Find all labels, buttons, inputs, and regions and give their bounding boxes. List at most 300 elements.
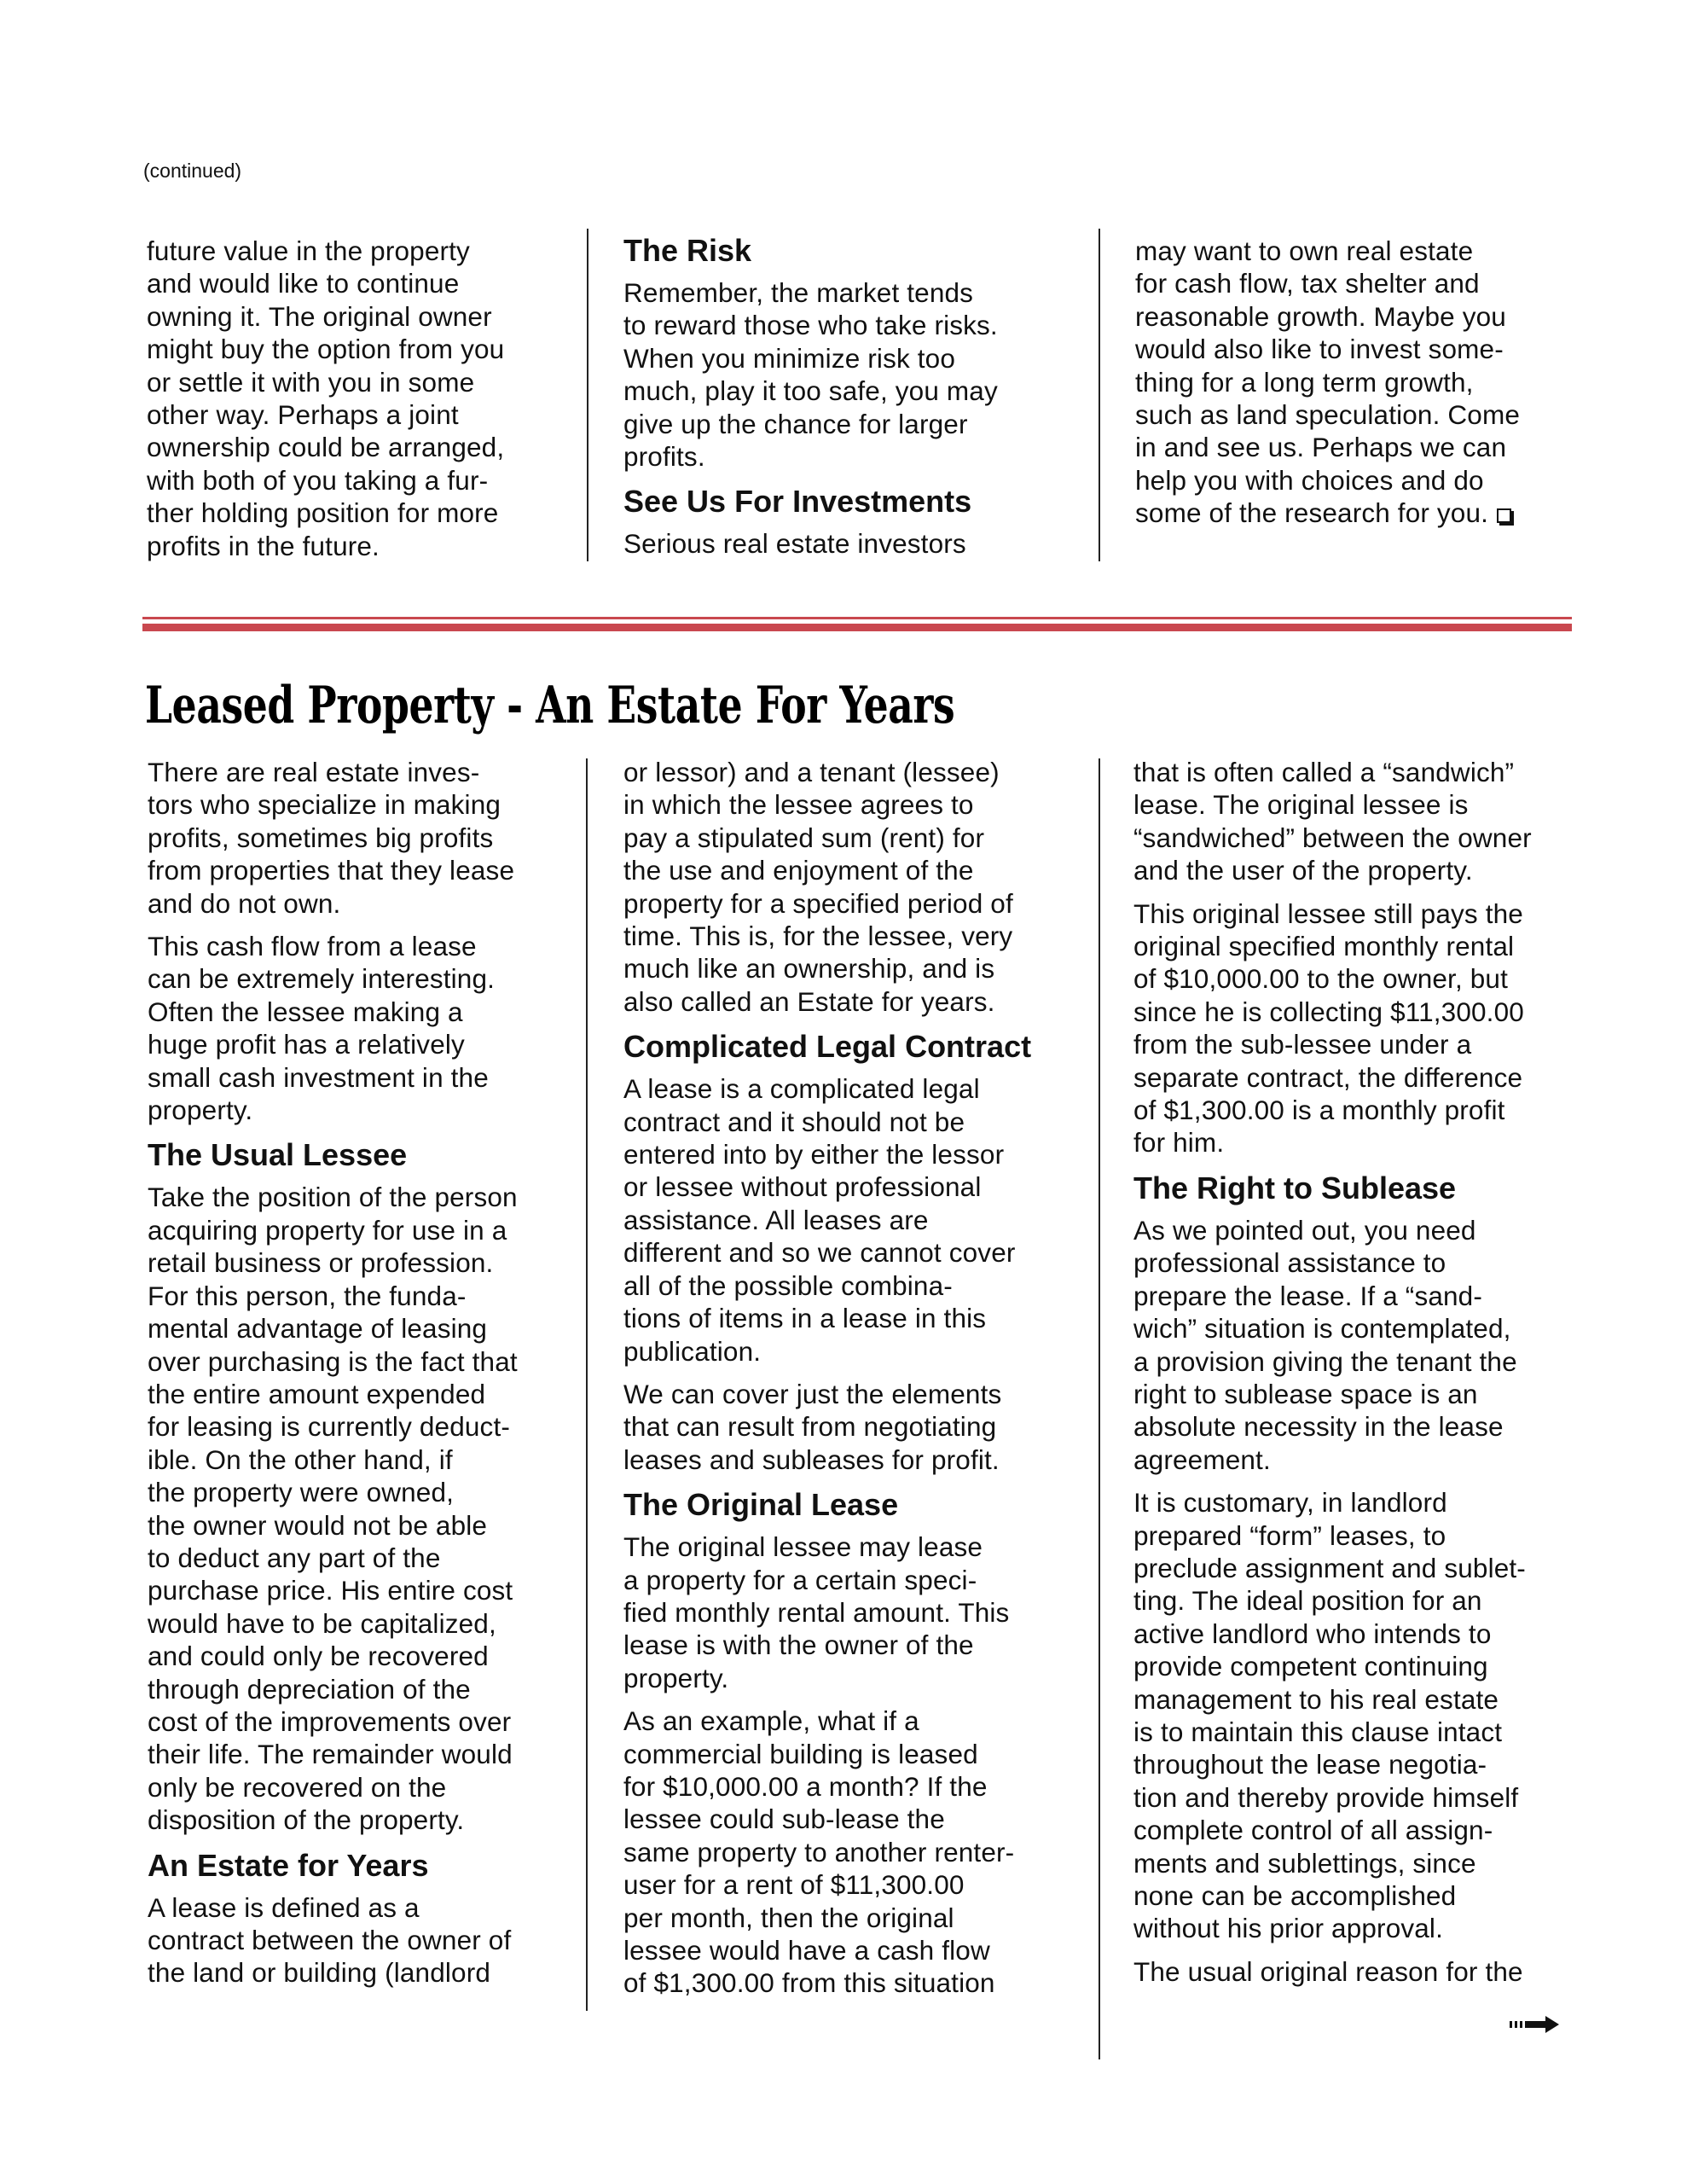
continued-label: (continued) <box>143 160 242 182</box>
text-line <box>148 1476 574 1508</box>
text-line-content: As an example, what if a <box>623 1705 919 1737</box>
text-line <box>623 1170 1084 1203</box>
text-line-content: help you with choices and do <box>1135 464 1484 496</box>
text-line-content: from the sub-lessee under a <box>1133 1029 1472 1060</box>
text-line <box>623 1934 1084 1966</box>
text-line-content: only be recovered on the <box>148 1771 447 1803</box>
text-line-content: complete control of all assign- <box>1133 1815 1493 1846</box>
text-line-content: purchase price. His entire cost <box>148 1575 513 1606</box>
text-line <box>1133 930 1594 962</box>
text-line <box>623 440 1067 473</box>
text-line-content: much, play it too safe, you may <box>623 375 998 407</box>
text-line-content: preclude assignment and sublet- <box>1133 1552 1526 1583</box>
text-line-content: different and so we cannot cover <box>623 1237 1016 1269</box>
text-line <box>1133 1028 1594 1060</box>
text-line-content: in and see us. Perhaps we can <box>1135 432 1507 463</box>
text-line-content: We can cover just the elements <box>623 1378 1002 1409</box>
paragraph <box>1133 756 1594 887</box>
text-line <box>623 985 1084 1018</box>
text-line <box>148 1640 574 1672</box>
text-line-content: through depreciation of the <box>148 1673 471 1705</box>
paragraph <box>623 276 1067 473</box>
text-line <box>1133 1214 1594 1246</box>
text-line <box>1133 1094 1594 1126</box>
text-line-content: future value in the property <box>147 235 470 266</box>
text-line-content: prepared “form” leases, to <box>1133 1519 1446 1551</box>
text-line <box>1133 756 1594 788</box>
text-line <box>148 1246 574 1279</box>
text-line-content: might buy the option from you <box>147 334 505 365</box>
text-line <box>1133 1486 1594 1519</box>
text-line <box>1133 1716 1594 1748</box>
text-line-content: or lessor) and a tenant (lessee) <box>623 757 1000 787</box>
text-line <box>623 1836 1084 1868</box>
column-divider <box>586 1158 588 2011</box>
paragraph <box>147 235 573 562</box>
paragraph <box>623 1072 1084 1368</box>
text-line-content: without his prior approval. <box>1133 1913 1443 1944</box>
text-line <box>623 527 1067 560</box>
text-line-content: acquiring property for use in a <box>148 1214 507 1246</box>
text-line-content: to deduct any part of the <box>148 1542 441 1573</box>
text-line <box>623 1236 1084 1269</box>
text-line-content: with both of you taking a fur- <box>147 464 489 496</box>
text-line <box>147 431 573 463</box>
text-line <box>147 530 573 562</box>
article-column-3 <box>1133 756 1594 1998</box>
section-rule-thin <box>142 617 1572 619</box>
text-line-content: mental advantage of leasing <box>148 1313 488 1345</box>
text-line-content: pay a stipulated sum (rent) for <box>623 822 985 853</box>
text-line <box>623 1803 1084 1835</box>
text-line <box>148 887 574 920</box>
text-line <box>623 952 1084 985</box>
text-line <box>1133 1912 1594 1944</box>
section-heading: An Estate for Years <box>148 1847 429 1883</box>
section-heading: The Usual Lessee <box>148 1137 408 1173</box>
text-line-content: or settle it with you in some <box>147 366 475 398</box>
text-line-content: “sandwiched” between the owner <box>1133 822 1532 853</box>
text-line-content: the property were owned, <box>148 1477 455 1508</box>
text-line-content: that can result from negotiating <box>623 1411 997 1443</box>
text-line-content: over purchasing is the fact that <box>148 1345 518 1377</box>
text-line <box>623 342 1067 375</box>
text-line <box>1133 1781 1594 1814</box>
text-line-content: of $1,300.00 is a monthly profit <box>1133 1095 1505 1126</box>
text-line-content: would have to be capitalized, <box>148 1607 496 1639</box>
text-line <box>1133 1126 1594 1159</box>
text-line-content: their life. The remainder would <box>148 1739 513 1770</box>
text-line <box>1133 1955 1594 1988</box>
text-line-content: Take the position of the person <box>148 1182 518 1213</box>
text-line <box>148 1028 574 1060</box>
paragraph <box>148 756 574 920</box>
text-line-content: some of the research for you. <box>1135 497 1489 529</box>
top-column-3 <box>1135 235 1579 540</box>
text-line-content: lease. The original lessee is <box>1133 789 1469 821</box>
text-line <box>623 1072 1084 1105</box>
text-line-content: ible. On the other hand, if <box>148 1443 453 1475</box>
text-line <box>148 996 574 1028</box>
text-line <box>148 1509 574 1542</box>
paragraph <box>148 1891 574 1989</box>
paragraph <box>623 1378 1084 1476</box>
text-line-content: contract between the owner of <box>148 1925 512 1955</box>
text-line <box>1133 1879 1594 1912</box>
end-of-article-box-icon <box>1497 508 1511 523</box>
text-line <box>623 1302 1084 1334</box>
text-line <box>623 1868 1084 1901</box>
text-line-content: tion and thereby provide himself <box>1133 1781 1519 1813</box>
text-line-content: This original lessee still pays the <box>1133 897 1523 929</box>
text-line <box>623 1738 1084 1770</box>
text-line-content: the owner would not be able <box>148 1509 488 1541</box>
text-line <box>1133 822 1594 854</box>
text-line-content: may want to own real estate <box>1135 235 1474 266</box>
text-line-content: in which the lessee agrees to <box>623 789 974 821</box>
text-line <box>1133 962 1594 995</box>
text-line <box>1133 1748 1594 1780</box>
text-line <box>148 756 574 788</box>
text-line <box>148 1607 574 1640</box>
text-line <box>1133 1378 1594 1410</box>
paragraph <box>623 756 1084 1018</box>
text-line <box>623 854 1084 886</box>
column-divider <box>1099 229 1100 561</box>
text-line-content: can be extremely interesting. <box>148 963 496 995</box>
text-line <box>147 235 573 267</box>
text-line <box>1133 788 1594 821</box>
text-line-content: time. This is, for the lessee, very <box>623 921 1013 952</box>
text-line-content: assistance. All leases are <box>623 1204 929 1235</box>
text-line <box>147 497 573 529</box>
article-title: Leased Property - An Estate For Years <box>145 676 955 735</box>
text-line <box>148 1705 574 1738</box>
text-line-content: right to sublease space is an <box>1133 1378 1478 1409</box>
text-line-content: per month, then the original <box>623 1902 954 1933</box>
text-line-content: property. <box>148 1095 253 1126</box>
text-line-content: is to maintain this clause intact <box>1133 1716 1503 1747</box>
text-line-content: separate contract, the difference <box>1133 1061 1523 1093</box>
text-line-content: such as land speculation. Come <box>1135 399 1521 431</box>
text-line-content: lease is with the owner of the <box>623 1629 974 1661</box>
article-column-2 <box>623 756 1084 2010</box>
text-line <box>148 788 574 821</box>
text-line-content: the land or building (landlord <box>148 1957 491 1989</box>
text-line <box>148 1280 574 1312</box>
text-line-content: a provision giving the tenant the <box>1133 1345 1517 1377</box>
text-line-content: leases and subleases for profit. <box>623 1443 1000 1475</box>
text-line-content: profits. <box>623 441 705 473</box>
text-line <box>623 756 1084 788</box>
text-line <box>1133 854 1594 886</box>
text-line-content: ther holding position for more <box>147 497 499 529</box>
text-line <box>623 1770 1084 1803</box>
text-line <box>1135 398 1579 431</box>
text-line <box>148 1443 574 1476</box>
text-line-content: to reward those who take risks. <box>623 310 998 341</box>
text-line <box>1135 464 1579 497</box>
text-line <box>623 375 1067 407</box>
text-line <box>1133 1246 1594 1279</box>
text-line <box>148 962 574 995</box>
paragraph <box>148 930 574 1126</box>
text-line <box>147 267 573 299</box>
text-line-content: retail business or profession. <box>148 1247 494 1279</box>
text-line <box>623 788 1084 821</box>
text-line <box>148 1345 574 1378</box>
text-line <box>623 1902 1084 1934</box>
text-line-content: A lease is a complicated legal <box>623 1073 980 1105</box>
text-line-content: or lessee without professional <box>623 1171 982 1203</box>
text-line <box>1135 431 1579 463</box>
text-line-content: For this person, the funda- <box>148 1280 467 1311</box>
text-line <box>1133 1312 1594 1345</box>
text-line-content: and could only be recovered <box>148 1641 489 1672</box>
top-column-1 <box>147 235 573 572</box>
text-line <box>1133 1618 1594 1650</box>
text-line <box>148 1673 574 1705</box>
text-line <box>148 1410 574 1443</box>
text-line-content: property for a specified period of <box>623 887 1013 919</box>
text-line <box>623 1443 1084 1476</box>
text-line-content: management to his real estate <box>1133 1683 1499 1715</box>
text-line <box>623 1596 1084 1629</box>
text-line-content: cost of the improvements over <box>148 1705 512 1737</box>
column-divider <box>1099 758 1100 2059</box>
text-line-content: provide competent continuing <box>1133 1651 1488 1682</box>
text-line <box>147 398 573 431</box>
text-line <box>623 1966 1084 1999</box>
text-line-content: tions of items in a lease in this <box>623 1303 987 1334</box>
text-line <box>1133 1552 1594 1584</box>
text-line <box>623 309 1067 341</box>
top-column-2 <box>623 229 1067 571</box>
paragraph <box>623 1531 1084 1694</box>
section-heading: See Us For Investments <box>623 484 972 520</box>
article-column-1 <box>148 756 574 2000</box>
text-line <box>148 1891 574 1924</box>
text-line <box>148 1312 574 1345</box>
text-line <box>148 1804 574 1836</box>
text-line <box>1133 1410 1594 1443</box>
text-line <box>623 1378 1084 1410</box>
text-line-content: ting. The ideal position for an <box>1133 1585 1482 1617</box>
paragraph <box>1135 235 1579 530</box>
text-line <box>623 1269 1084 1302</box>
text-line-content: also called an Estate for years. <box>623 985 995 1017</box>
text-line-content: Serious real estate investors <box>623 528 966 560</box>
text-line <box>1135 300 1579 333</box>
text-line <box>1133 1683 1594 1716</box>
text-line <box>1133 1061 1594 1094</box>
text-line <box>147 464 573 497</box>
text-line-content: and the user of the property. <box>1133 855 1473 886</box>
text-line <box>1133 1280 1594 1312</box>
text-line-content: owning it. The original owner <box>147 300 492 332</box>
text-line-content: agreement. <box>1133 1443 1271 1475</box>
text-line-content: commercial building is leased <box>623 1738 978 1769</box>
text-line <box>623 1106 1084 1138</box>
text-line <box>147 366 573 398</box>
text-line-content: The original lessee may lease <box>623 1531 983 1563</box>
section-rule-thick <box>142 624 1572 631</box>
text-line-content: active landlord who intends to <box>1133 1618 1492 1649</box>
text-line <box>148 1214 574 1246</box>
text-line <box>1133 1443 1594 1476</box>
text-line-content: since he is collecting $11,300.00 <box>1133 996 1524 1027</box>
text-line-content: throughout the lease negotia- <box>1133 1749 1487 1780</box>
text-line-content: Remember, the market tends <box>623 277 974 308</box>
text-line-content: As we pointed out, you need <box>1133 1214 1476 1246</box>
text-line <box>148 1378 574 1410</box>
text-line-content: small cash investment in the <box>148 1061 489 1093</box>
text-line <box>1133 897 1594 930</box>
section-heading: The Original Lease <box>623 1487 899 1523</box>
text-line-content: same property to another renter- <box>623 1836 1015 1867</box>
text-line-content: When you minimize risk too <box>623 342 956 374</box>
text-line-content: and would like to continue <box>147 268 460 299</box>
paragraph <box>1133 1486 1594 1945</box>
text-line-content: much like an ownership, and is <box>623 953 995 985</box>
text-line <box>623 1564 1084 1596</box>
text-line <box>1135 267 1579 299</box>
text-line <box>148 1094 574 1126</box>
text-line-content: property. <box>623 1662 729 1693</box>
text-line-content: that is often called a “sandwich” <box>1133 757 1515 787</box>
text-line <box>148 1924 574 1956</box>
text-line <box>148 1738 574 1770</box>
text-line-content: profits in the future. <box>147 530 380 561</box>
text-line <box>147 333 573 365</box>
text-line-content: of $10,000.00 to the owner, but <box>1133 963 1508 995</box>
text-line-content: fied monthly rental amount. This <box>623 1596 1010 1628</box>
text-line-content: for leasing is currently deduct- <box>148 1411 510 1443</box>
text-line-content: publication. <box>623 1335 762 1367</box>
text-line <box>623 1138 1084 1170</box>
text-line <box>148 930 574 962</box>
text-line-content: other way. Perhaps a joint <box>147 399 459 431</box>
text-line-content: of $1,300.00 from this situation <box>623 1967 995 1999</box>
text-line <box>1135 366 1579 398</box>
text-line <box>148 1542 574 1574</box>
text-line-content: and do not own. <box>148 887 341 919</box>
paragraph <box>1133 1955 1594 1988</box>
text-line-content: absolute necessity in the lease <box>1133 1411 1504 1443</box>
text-line-content: It is customary, in landlord <box>1133 1487 1447 1519</box>
text-line-content: original specified monthly rental <box>1133 931 1515 962</box>
text-line-content: disposition of the property. <box>148 1804 465 1836</box>
section-heading: The Right to Sublease <box>1133 1170 1457 1205</box>
text-line-content: would also like to invest some- <box>1135 334 1504 365</box>
text-line <box>623 1410 1084 1443</box>
paragraph <box>623 527 1067 560</box>
text-line-content: tors who specialize in making <box>148 789 501 821</box>
text-line-content: huge profit has a relatively <box>148 1029 465 1060</box>
text-line-content: A lease is defined as a <box>148 1891 420 1923</box>
text-line-content: none can be accomplished <box>1133 1880 1457 1911</box>
text-line <box>1133 1814 1594 1846</box>
text-line <box>1133 1584 1594 1617</box>
text-line <box>623 1705 1084 1737</box>
text-line-content: for $10,000.00 a month? If the <box>623 1770 988 1802</box>
text-line-content: for him. <box>1133 1127 1225 1159</box>
continued-arrow-icon <box>1508 2015 1562 2034</box>
text-line-content: This cash flow from a lease <box>148 931 477 962</box>
text-line <box>1135 333 1579 365</box>
paragraph <box>623 1705 1084 2000</box>
text-line <box>623 1662 1084 1694</box>
text-line <box>1133 1345 1594 1378</box>
text-line <box>148 822 574 854</box>
text-line-content: ments and sublettings, since <box>1133 1847 1476 1879</box>
text-line <box>1133 1650 1594 1682</box>
text-line-content: professional assistance to <box>1133 1247 1446 1279</box>
text-line <box>148 1574 574 1606</box>
text-line-content: thing for a long term growth, <box>1135 366 1474 398</box>
text-line-content: wich” situation is contemplated, <box>1133 1313 1511 1345</box>
text-line <box>148 1061 574 1094</box>
text-line-content: lessee would have a cash flow <box>623 1935 990 1966</box>
text-line <box>148 854 574 886</box>
section-heading: Complicated Legal Contract <box>623 1029 1032 1065</box>
text-line <box>1133 996 1594 1028</box>
text-line <box>148 1181 574 1213</box>
paragraph <box>148 1181 574 1836</box>
text-line-content: user for a rent of $11,300.00 <box>623 1869 965 1901</box>
text-line <box>623 1335 1084 1368</box>
text-line-content: give up the chance for larger <box>623 408 968 439</box>
text-line-content: the entire amount expended <box>148 1378 486 1409</box>
text-line <box>1133 1847 1594 1879</box>
text-line-content: The usual original reason for the <box>1133 1955 1523 1987</box>
text-line <box>623 822 1084 854</box>
text-line <box>1135 497 1579 529</box>
text-line-content: reasonable growth. Maybe you <box>1135 300 1506 332</box>
text-line-content: the use and enjoyment of the <box>623 855 974 886</box>
text-line-content: Often the lessee making a <box>148 996 463 1027</box>
text-line <box>147 300 573 333</box>
text-line-content: prepare the lease. If a “sand- <box>1133 1280 1482 1311</box>
text-line-content: ownership could be arranged, <box>147 432 505 463</box>
text-line-content: a property for a certain speci- <box>623 1564 977 1595</box>
text-line <box>623 1204 1084 1236</box>
text-line <box>623 920 1084 952</box>
text-line <box>623 408 1067 440</box>
text-line-content: There are real estate inves- <box>148 757 480 787</box>
text-line-content: contract and it should not be <box>623 1106 965 1137</box>
text-line <box>623 887 1084 920</box>
text-line-content: entered into by either the lessor <box>623 1139 1005 1170</box>
text-line-content: profits, sometimes big profits <box>148 822 494 853</box>
text-line <box>148 1771 574 1804</box>
text-line-content: for cash flow, tax shelter and <box>1135 268 1480 299</box>
column-divider <box>586 758 588 1158</box>
paragraph <box>1133 1214 1594 1476</box>
paragraph <box>1133 897 1594 1159</box>
text-line-content: lessee could sub-lease the <box>623 1804 945 1835</box>
text-line <box>1135 235 1579 267</box>
text-line <box>148 1956 574 1989</box>
column-divider <box>587 229 588 561</box>
text-line <box>623 1531 1084 1563</box>
text-line-content: all of the possible combina- <box>623 1269 953 1301</box>
text-line <box>623 1629 1084 1661</box>
section-heading: The Risk <box>623 233 752 268</box>
text-line <box>623 276 1067 309</box>
text-line-content: from properties that they lease <box>148 855 515 886</box>
text-line <box>1133 1519 1594 1552</box>
